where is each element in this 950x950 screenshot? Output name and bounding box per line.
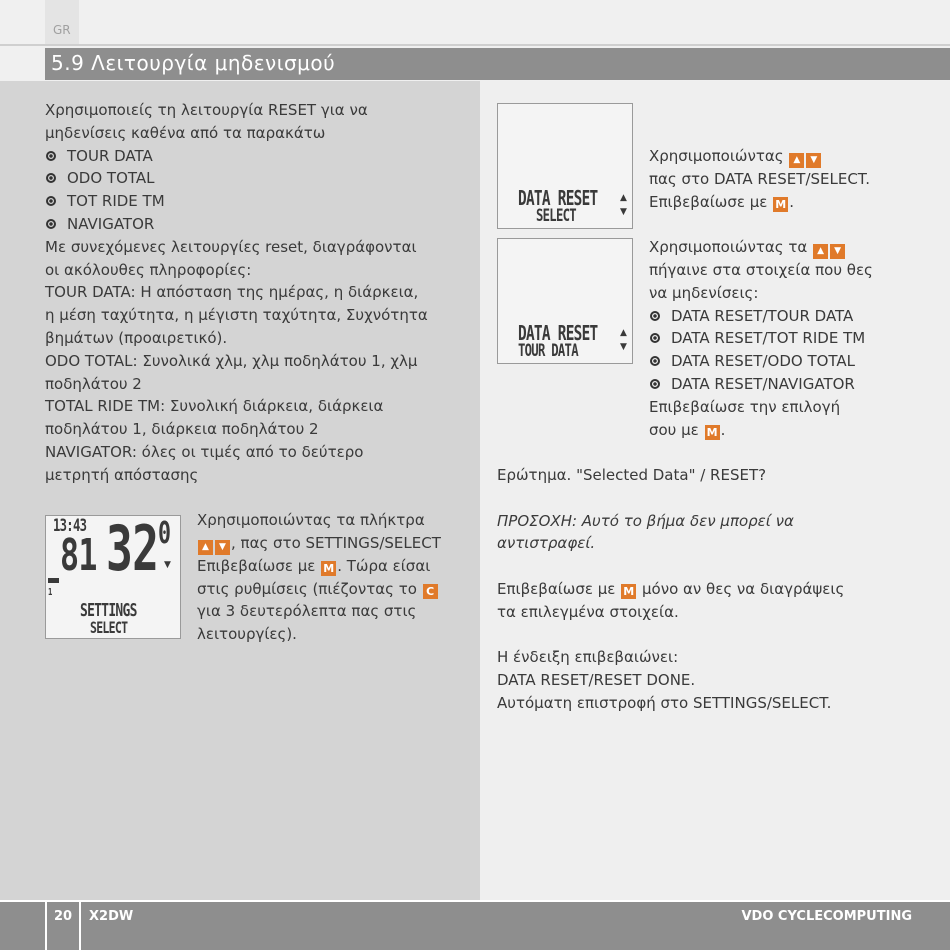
list-item: DATA RESET/ODO TOTAL xyxy=(649,350,944,373)
lcd-speed-big: 32 xyxy=(106,512,159,585)
paragraph-line: Επιβεβαίωσε με M . Τώρα είσαι xyxy=(197,556,431,575)
down-arrow-icon: ▼ xyxy=(164,560,171,570)
down-arrow-icon: ▼ xyxy=(620,207,627,217)
lcd-label-2: SELECT xyxy=(536,206,576,226)
language-label: GR xyxy=(53,23,71,37)
paragraph-line: Χρησιμοποιώντας τα πλήκτρα xyxy=(197,511,425,529)
paragraph-line: ▲ ▼ , πας στο SETTINGS/SELECT xyxy=(197,532,472,555)
paragraph-line: Με συνεχόμενες λειτουργίες reset, διαγράφονται xyxy=(45,237,417,256)
paragraph-line: για 3 δευτερόλεπτα πας στις xyxy=(197,602,417,621)
lcd-time: 13:43 xyxy=(53,516,87,536)
lcd-label-2: TOUR DATA xyxy=(518,341,578,361)
paragraph-line: TOUR DATA: Η απόσταση της ημέρας, η διάρκεια, xyxy=(45,283,419,302)
m-key-icon: M xyxy=(621,584,636,599)
page-title: 5.9 Λειτουργία μηδενισμού xyxy=(51,51,336,75)
list-item: TOUR DATA xyxy=(45,145,475,168)
down-key-icon: ▼ xyxy=(806,153,821,168)
warning-line: αντιστραφεί. xyxy=(497,534,596,553)
footer-divider xyxy=(79,902,81,950)
settings-instruction xyxy=(197,509,472,646)
paragraph-line: NAVIGATOR: όλες οι τιμές από το δεύτερο xyxy=(45,442,364,461)
paragraph-line: ποδηλάτου 2 xyxy=(45,374,142,393)
down-key-icon: ▼ xyxy=(215,540,230,555)
data-reset-select-instruction xyxy=(649,145,944,214)
up-arrow-icon: ▲ xyxy=(620,328,627,338)
lcd-label-1: DATA RESET xyxy=(518,321,598,345)
paragraph-line: πήγαινε στα στοιχεία που θες xyxy=(649,261,873,279)
m-key-icon: M xyxy=(321,561,336,576)
paragraph-line: Αυτόματη επιστροφή στο SETTINGS/SELECT. xyxy=(497,693,832,712)
top-rule xyxy=(0,44,950,46)
lcd-label-2: SELECT xyxy=(90,618,128,637)
list-item: DATA RESET/NAVIGATOR xyxy=(649,373,944,396)
lcd-bike-number: 1 xyxy=(48,587,52,598)
paragraph-line: Χρησιμοποιώντας ▲ ▼ xyxy=(649,145,944,168)
intro-line: μηδενίσεις καθένα από τα παρακάτω xyxy=(45,123,326,142)
paragraph-line: Χρησιμοποιώντας τα ▲ ▼ xyxy=(649,236,944,259)
paragraph-line: TOTAL RIDE TM: Συνολική διάρκεια, διάρκεια xyxy=(45,397,384,416)
down-key-icon: ▼ xyxy=(830,244,845,259)
paragraph-line: τα επιλεγμένα στοιχεία. xyxy=(497,602,679,621)
list-item: DATA RESET/TOUR DATA xyxy=(649,305,944,328)
title-bar xyxy=(45,48,950,80)
paragraph-line: Επιβεβαίωσε με M μόνο αν θες να διαγράψεις xyxy=(497,579,845,598)
footer-bar xyxy=(0,902,950,950)
lcd-data-reset-select xyxy=(497,103,633,229)
lcd-speed-decimal: 0 xyxy=(158,516,171,551)
list-item: TOT RIDE TM xyxy=(45,190,475,213)
down-arrow-icon: ▼ xyxy=(620,342,627,352)
paragraph-line: μετρητή απόστασης xyxy=(45,465,199,484)
paragraph-line: στις ρυθμίσεις (πιέζοντας το C xyxy=(197,578,472,601)
paragraph-line: Επιβεβαίωσε την επιλογή xyxy=(649,397,841,416)
lcd-label-1: SETTINGS xyxy=(80,600,137,621)
up-key-icon: ▲ xyxy=(789,153,804,168)
lcd-speed: 81 xyxy=(60,530,97,581)
warning-line: ΠΡΟΣΟΧΗ: Αυτό το βήμα δεν μπορεί να xyxy=(497,511,794,530)
paragraph-line: DATA RESET/RESET DONE. xyxy=(497,671,696,690)
paragraph-line: οι ακόλουθες πληροφορίες: xyxy=(45,260,252,279)
paragraph-line: ποδηλάτου 1, διάρκεια ποδηλάτου 2 xyxy=(45,420,319,439)
paragraph-line: σου με M . xyxy=(649,420,726,439)
m-key-icon: M xyxy=(773,197,788,212)
intro-line: Χρησιμοποιείς τη λειτουργία RESET για να xyxy=(45,101,368,119)
lcd-settings-select xyxy=(45,512,181,639)
paragraph-line: Η ένδειξη επιβεβαιώνει: xyxy=(497,648,679,667)
spacer xyxy=(497,555,942,578)
paragraph-line: η μέση ταχύτητα, η μέγιστη ταχύτητα, Συχνότητα xyxy=(45,306,428,325)
lcd-label-1: DATA RESET xyxy=(518,186,598,210)
paragraph-line: πας στο DATA RESET/SELECT. xyxy=(649,170,870,188)
c-key-icon: C xyxy=(423,584,438,599)
up-arrow-icon: ▲ xyxy=(620,193,627,203)
left-text-block xyxy=(45,99,475,487)
list-item: NAVIGATOR xyxy=(45,213,475,236)
m-key-icon: M xyxy=(705,425,720,440)
paragraph-line: να μηδενίσεις: xyxy=(649,283,759,302)
brand-name: VDO CYCLECOMPUTING xyxy=(741,909,912,924)
footer-divider xyxy=(45,902,47,950)
list-item: ODO TOTAL xyxy=(45,167,475,190)
up-key-icon: ▲ xyxy=(813,244,828,259)
spacer xyxy=(497,487,942,510)
bike-indicator-icon xyxy=(48,578,59,583)
data-reset-items-instruction xyxy=(649,236,944,441)
list-item: DATA RESET/TOT RIDE TM xyxy=(649,327,944,350)
spacer xyxy=(497,624,942,647)
paragraph-line: βημάτων (προαιρετικό). xyxy=(45,328,228,347)
up-key-icon: ▲ xyxy=(198,540,213,555)
paragraph-line: Επιβεβαίωσε με M . xyxy=(649,192,794,211)
paragraph-line: ODO TOTAL: Συνολικά χλμ, χλμ ποδηλάτου 1, χλμ xyxy=(45,351,418,370)
model-name: X2DW xyxy=(89,909,134,924)
lcd-data-reset-tour-data xyxy=(497,238,633,364)
question-line: Ερώτημα. "Selected Data" / RESET? xyxy=(497,466,767,484)
reset-confirm-text xyxy=(497,464,942,715)
page-number: 20 xyxy=(54,909,73,924)
paragraph-line: λειτουργίες). xyxy=(197,625,297,644)
language-tab xyxy=(45,0,79,44)
